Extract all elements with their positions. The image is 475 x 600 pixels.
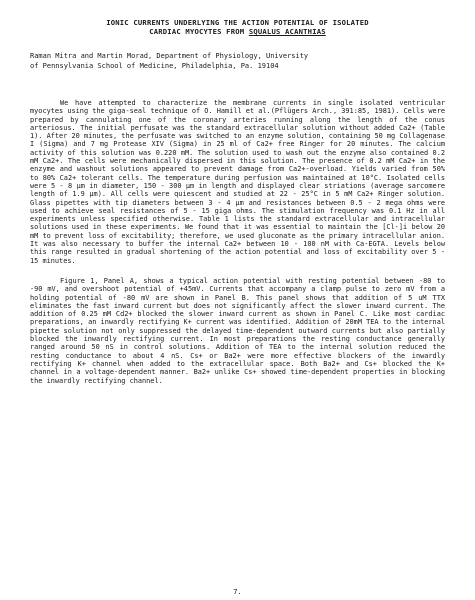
author-affiliation: Raman Mitra and Martin Morad, Department of Physiology, University of Pennsylvania School of Medicine, Philadelphia, Pa. 19104 xyxy=(30,52,309,70)
title-line-1: IONIC CURRENTS UNDERLYING THE ACTION POTENTIAL OF ISOLATED xyxy=(106,18,369,27)
title-line-2 xyxy=(30,27,445,36)
title-line-2-prefix: CARDIAC MYOCYTES FROM xyxy=(149,27,249,36)
paper-title xyxy=(30,18,445,36)
page-number: 7. xyxy=(233,588,242,596)
paragraph-1-text: We have attempted to characterize the membrane currents in single isolated ventricular myocytes using the giga-seal technique of O. Hamill et al.(Pflügers Arch., 391:85, 1981). Cells were prepared by cannulating one of the coronary arteries running along the length of the conus arteriosus. The initial perfusate was the standard extracellular solution without added Ca2+ (Table 1). After 20 minutes, the perfusate was switched to an enzyme solution, containing 50 mg Collagenase I (Sigma) and 7 mg Protease XIV (Sigma) in 25 ml of Ca2+ free Ringer for 20 minutes. The calcium activity of this solution was 0.220 mM. The solution used to wash out the enzyme also contained 0.2 mM Ca2+. The cells were mechanically dispersed in this solution. The presence of 0.2 mM Ca2+ in the enzyme and washout solutions appeared to prevent damage from Ca2+-overload. Yields varied from 50% to 80% Ca2+ tolerant cells. The temperature during perfusion was maintained at 10°C. Isolated cells were 5 - 8 µm in diameter, 150 - 300 µm in length and displayed clear striations (average sarcomere length of 1.9 µm). All cells were quiescent and studied at 22 - 25°C in 5 mM Ca2+ Ringer solution. Glass pipettes with tip diameters between 3 - 4 µm and resistances between 0.5 - 2 mega ohms were used to achieve seal resistances of 5 - 15 giga ohms. The stimulation frequency was 0.1 Hz in all experiments unless specified otherwise. Table 1 lists the standard extracellular and intracellular solutions used in these experiments. We found that it was essential to maintain the [Cl-]i below 20 mM to prevent loss of excitability; therefore, we used gluconate as the primary intracellular anion. It was also necessary to buffer the internal Ca2+ between 10 - 100 nM with Ca-EGTA. Levels below this range resulted in gradual shortening of the action potential and loss of excitability over 5 - 15 minutes. xyxy=(30,99,445,265)
paragraph-2-text: Figure 1, Panel A, shows a typical action potential with resting potential between -80 to -90 mV, and overshoot potential of +45mV. Currents that accompany a clamp pulse to zero mV from a holding potential of -80 mV are shown in Panel B. This panel shows that addition of 5 uM TTX eliminates the fast inward current but does not significantly affect the slower inward current. The addition of 0.25 mM Cd2+ blocked the slower inward current as shown in Panel C. Like most cardiac preparations, an inwardly rectifying K+ current was identified. Addition of 20mM TEA to the internal pipette solution not only suppressed the delayed time-dependent outward currents but also partially blocked the inwardly rectifying current. In most preparations the resting conductance generally ranged around 50 nS in control solutions. Addition of TEA to the internal solution reduced the resting conductance to about 4 nS. Cs+ or Ba2+ were more effective blockers of the inwardly rectifying K+ channel when added to the extracellular space. Both Ba2+ and Cs+ blocked the K+ channel in a voltage-dependent manner. Ba2+ unlike Cs+ showed time-dependent properties in blocking the inwardly rectifying channel. xyxy=(30,276,445,385)
body-paragraph-2 xyxy=(30,277,445,385)
body-paragraph-1 xyxy=(30,99,445,265)
title-species: SQUALUS ACANTHIAS xyxy=(248,27,326,36)
